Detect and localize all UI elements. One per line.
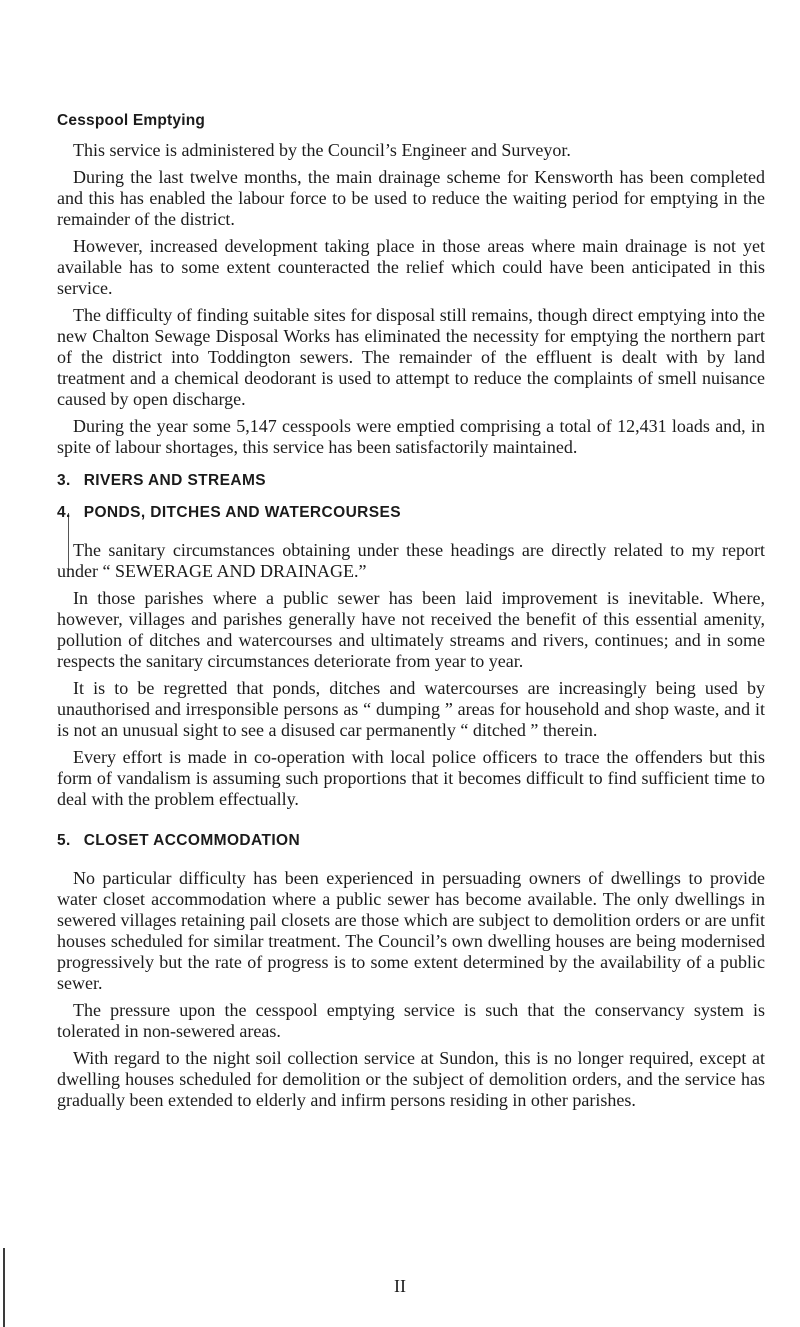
paragraph: During the year some 5,147 cesspools were emptied comprising a total of 12,431 loads and, in spite of labour shortages, this service has been satisfactorily maintained. [57,416,765,457]
section-number: 3. [57,472,71,489]
heading-ponds-ditches [57,504,765,522]
heading-cesspool-emptying: Cesspool Emptying [57,112,206,129]
page-number: II [394,1276,406,1296]
heading-rivers-and-streams [57,472,765,490]
paragraph: The sanitary circumstances obtaining under these headings are directly related to my report under “ SEWERAGE AND DRAINAGE.” [57,540,765,581]
paragraph: Every effort is made in co-operation with local police officers to trace the offenders but this form of vandalism is assuming such proportions that it becomes difficult to find sufficient time to deal with the problem effectually. [57,747,765,809]
paragraph: The difficulty of finding suitable sites for disposal still remains, though direct emptying into the new Chalton Sewage Disposal Works has eliminated the necessity for emptying the northern part of the district into Toddington sewers. The remainder of the effluent is dealt with by land treatment and a chemical deodorant is used to attempt to reduce the complaints of smell nuisance caused by open discharge. [57,305,765,409]
paragraph: The pressure upon the cesspool emptying service is such that the conservancy system is tolerated in non-sewered areas. [57,1000,765,1041]
page-content [57,112,765,1117]
paragraph: In those parishes where a public sewer has been laid improvement is inevitable. Where, however, villages and parishes generally have not received the benefit of this essential amenity, pollution of ditches and watercourses and ultimately streams and rivers, continues; and in some respects the sanitary circumstances deteriorate from year to year. [57,588,765,671]
section-number: 5. [57,832,71,849]
paragraph: No particular difficulty has been experienced in persuading owners of dwellings to provide water closet accommodation where a public sewer has become available. The only dwellings in sewered villages retaining pail closets are those which are subject to demolition orders or are unfit houses scheduled for similar treatment. The Council’s own dwelling houses are being modernised progressively but the rate of progress is to some extent determined by the availability of a public sewer. [57,868,765,993]
paragraph: During the last twelve months, the main drainage scheme for Kensworth has been completed and this has enabled the labour force to be used to reduce the waiting period for emptying in the remainder of the district. [57,167,765,229]
section-title: PONDS, DITCHES AND WATERCOURSES [83,504,401,521]
heading-closet-accommodation [57,832,765,850]
section-number: 4. [57,504,71,521]
paragraph: It is to be regretted that ponds, ditches and watercourses are increasingly being used by unauthorised and irresponsible persons as “ dumping ” areas for household and shop waste, and it is not an unusual sight to see a disused car permanently “ ditched ” therein. [57,678,765,740]
paragraph: With regard to the night soil collection service at Sundon, this is no longer required, except at dwelling houses scheduled for demolition or the subject of demolition orders, and the service has gradually been extended to elderly and infirm persons residing in other parishes. [57,1048,765,1110]
paragraph: This service is administered by the Council’s Engineer and Surveyor. [73,140,571,160]
paragraph: However, increased development taking place in those areas where main drainage is not yet available has to some extent counteracted the relief which could have been anticipated in this service. [57,236,765,298]
section-title: CLOSET ACCOMMODATION [83,832,301,849]
section-title: RIVERS AND STREAMS [83,472,267,489]
